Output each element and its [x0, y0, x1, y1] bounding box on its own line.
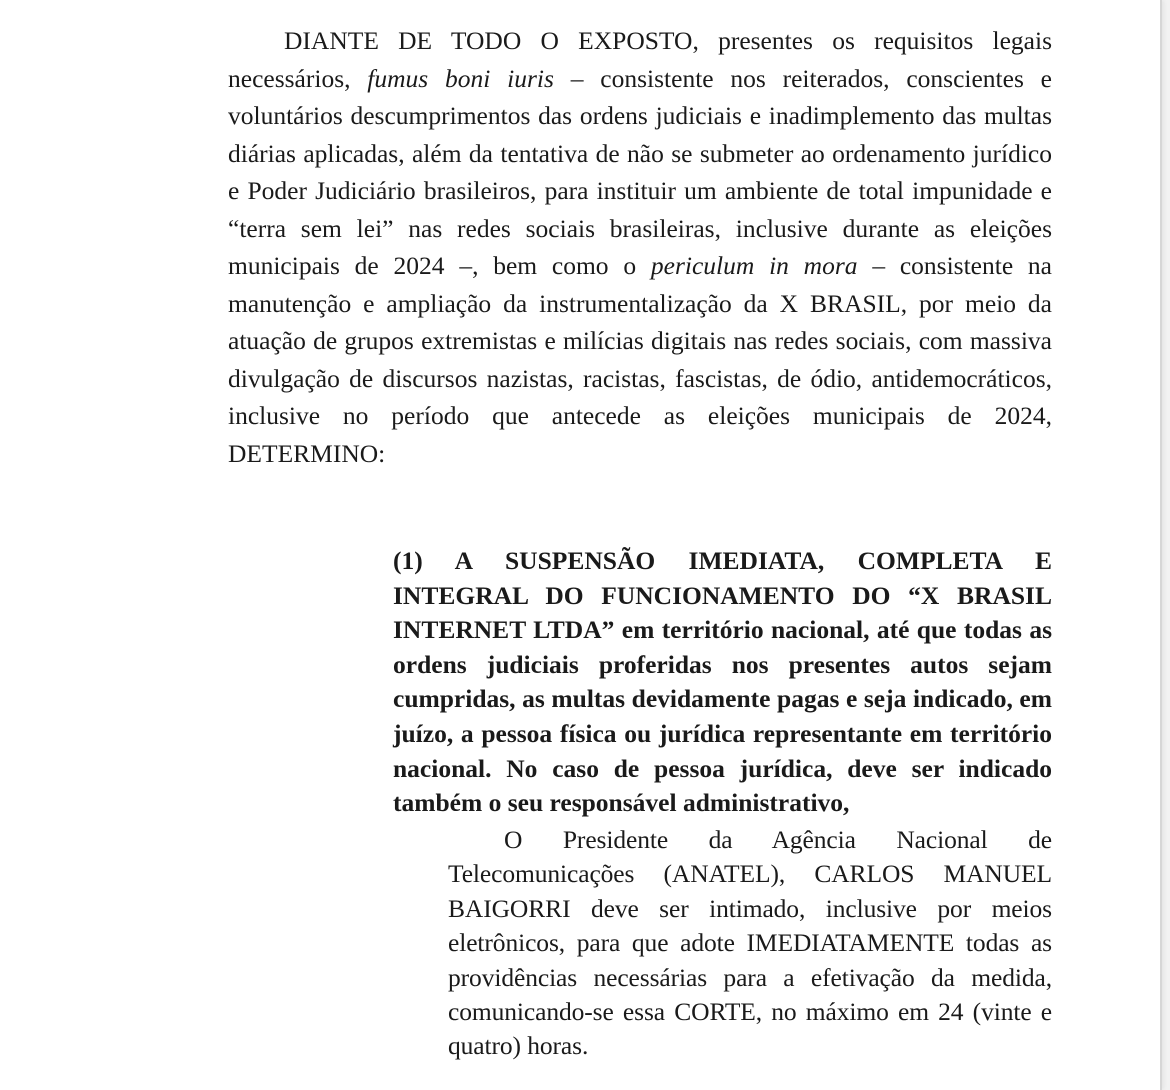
paragraph-determination-grounds	[228, 22, 1052, 472]
paragraph-1-text-end: – consistente na manutenção e ampliação da instrumentalização da X BRASIL, por meio da atuação de grupos extremistas e milícias digitais nas redes sociais, com massiva divulgação de discursos nazistas, racistas, fascistas, de ódio, antidemocráticos, inclusive no período que antecede as eleições municipais de 2024, DETERMINO:	[228, 251, 1053, 468]
paragraph-anatel-notification: O Presidente da Agência Nacional de Telecomunicações (ANATEL), CARLOS MANUEL BAIGORRI deve ser intimado, inclusive por meios eletrônicos, para que adote IMEDIATAMENTE todas as providências necessárias para a efetivação da medida, comunicando-se essa CORTE, no máximo em 24 (vinte e quatro) horas.	[448, 825, 1052, 1061]
paragraph-1-text-middle: – consistente nos reiterados, conscientes e voluntários descumprimentos das ordens judiciais e inadimplemento das multas diárias aplicadas, além da tentativa de não se submeter ao ordenamento jurídico e Poder Judiciário brasileiros, para instituir um ambiente de total impunidade e “terra sem lei” nas redes sociais brasileiras, inclusive durante as eleições municipais de 2024 –, bem como o	[228, 63, 1052, 280]
latin-term-fumus-boni-iuris: fumus boni iuris	[367, 63, 554, 93]
paragraph-suspension-order: (1) A SUSPENSÃO IMEDIATA, COMPLETA E INTEGRAL DO FUNCIONAMENTO DO “X BRASIL INTERNET LTDA” em território nacional, até que todas as ordens judiciais proferidas nos presentes autos sejam cumpridas, as multas devidamente pagas e seja indicado, em juízo, a pessoa física ou jurídica representante em território nacional. No caso de pessoa jurídica, deve ser indicado também o seu responsável administrativo,	[393, 546, 1052, 818]
latin-term-periculum-in-mora: periculum in mora	[650, 251, 858, 280]
paragraph-1-text-start: DIANTE DE TODO O EXPOSTO, presentes os requisitos legais necessários,	[228, 26, 1052, 93]
